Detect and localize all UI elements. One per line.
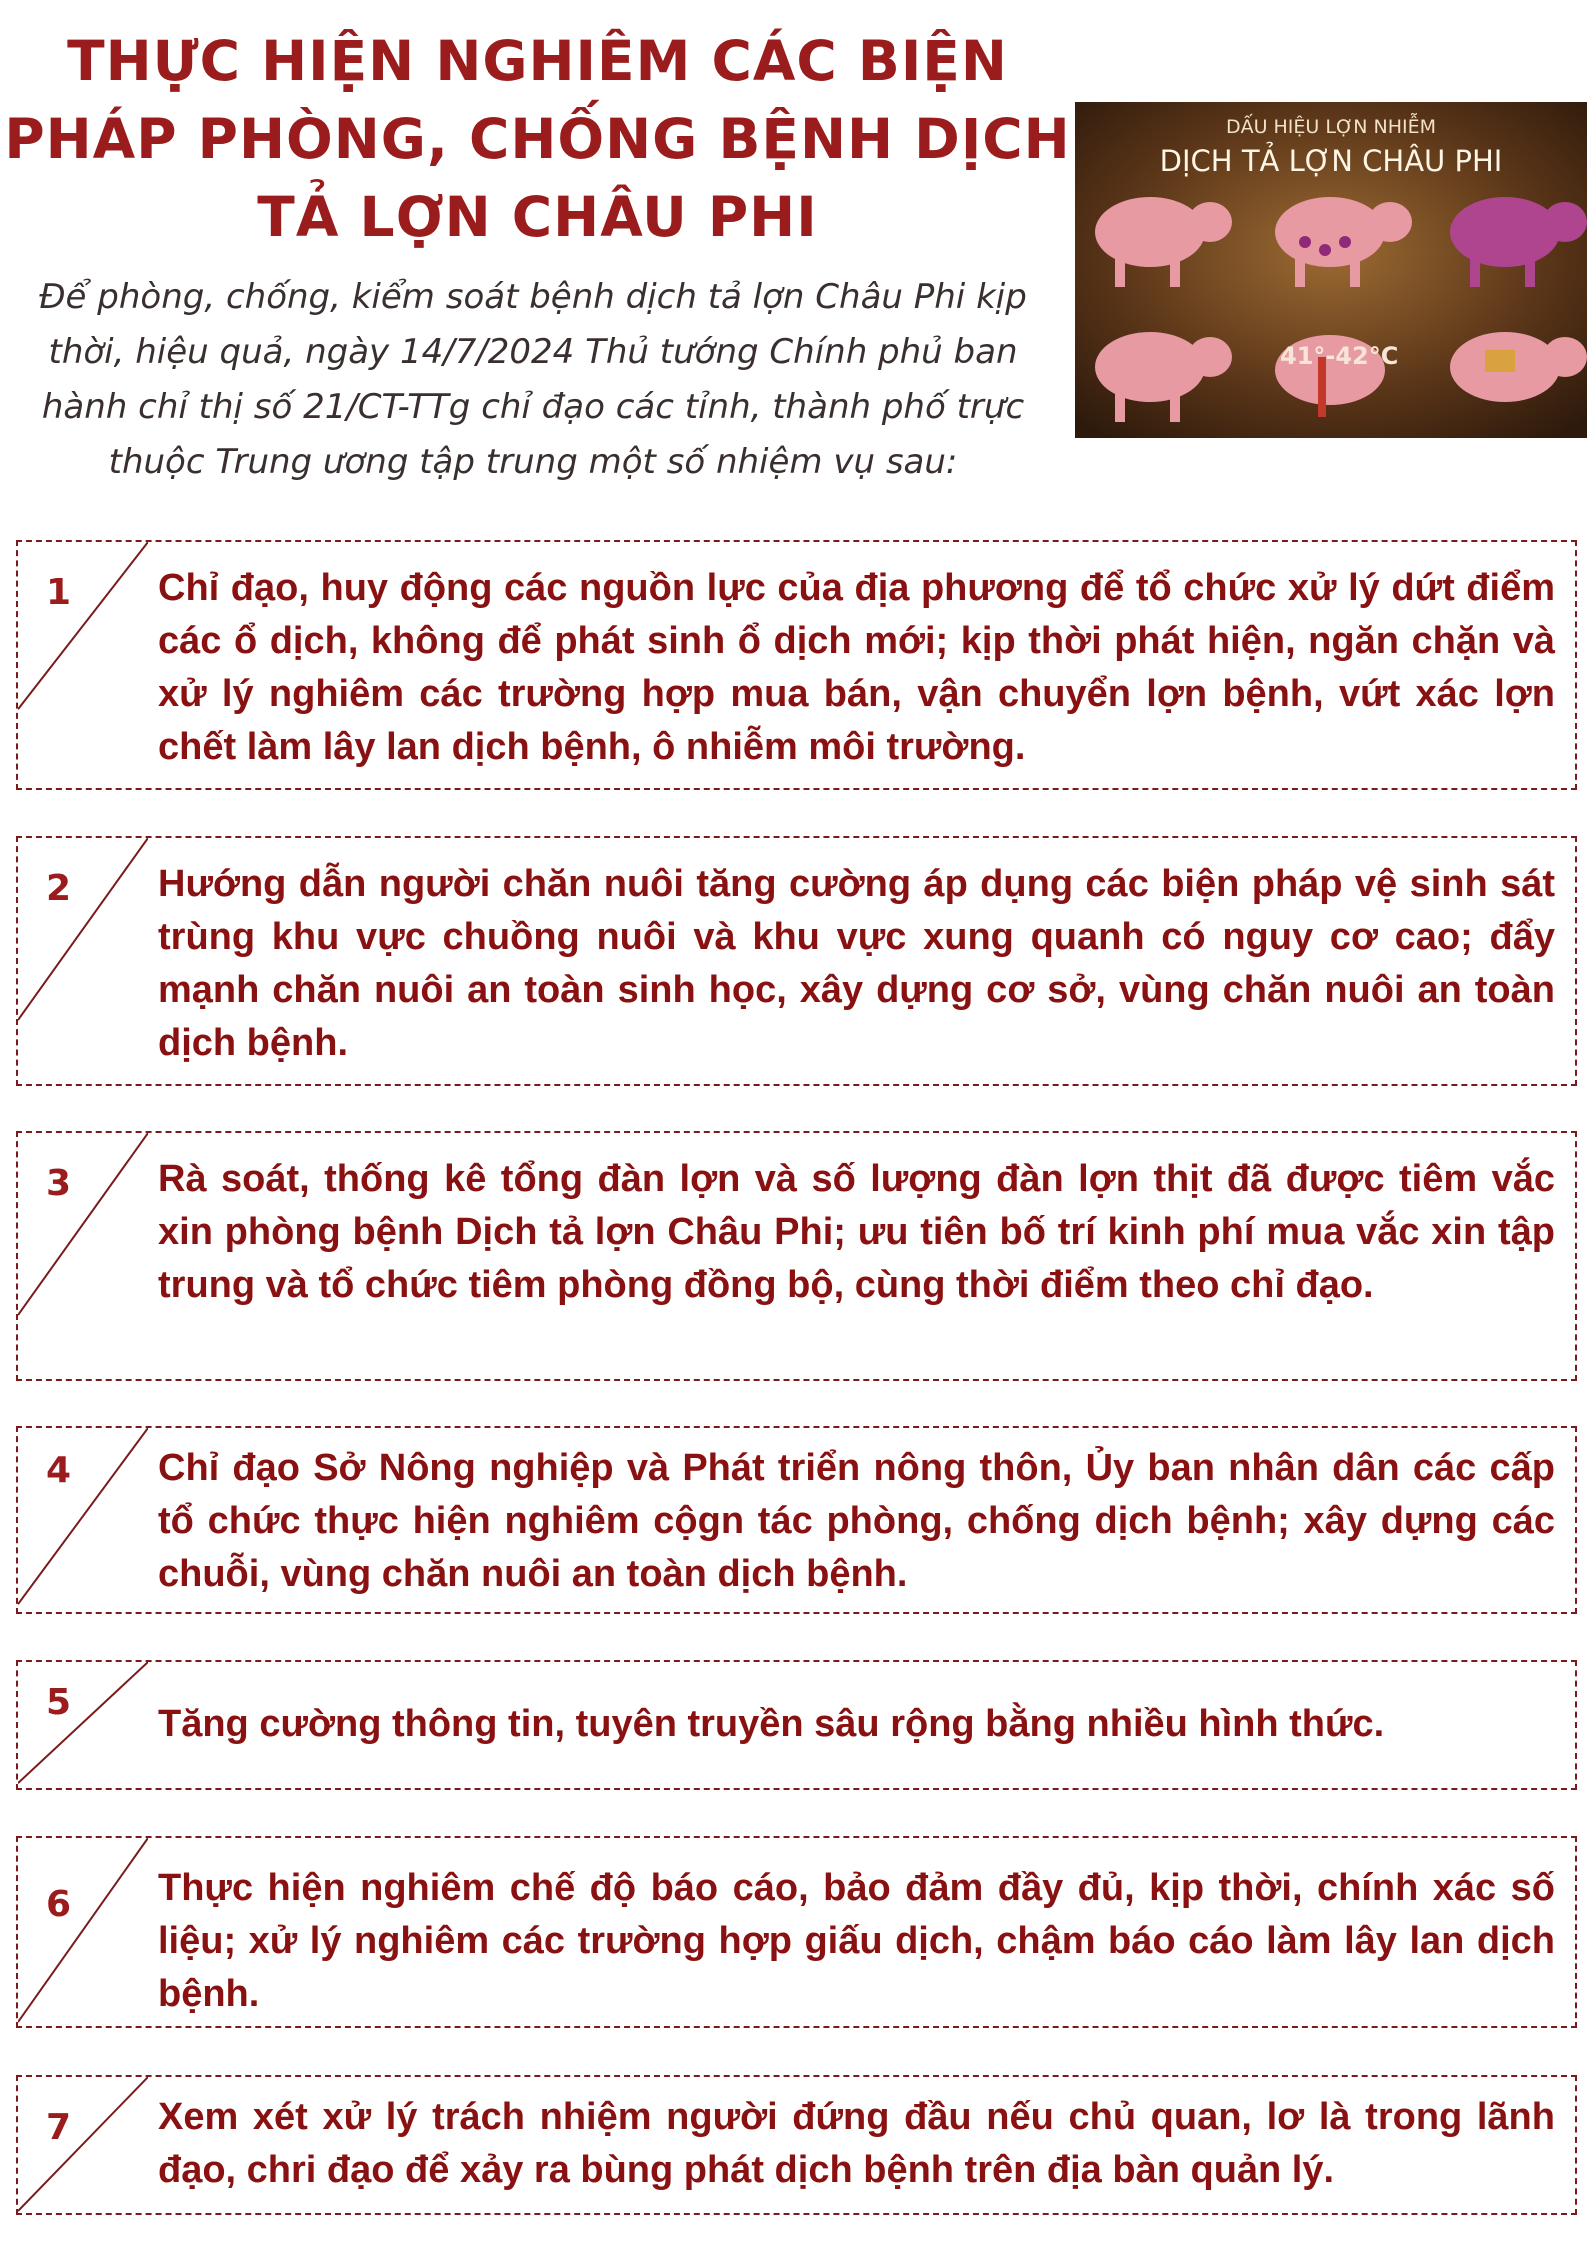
divider-slash [18, 1428, 148, 1612]
task-text: Chỉ đạo Sở Nông nghiệp và Phát triển nông thôn, Ủy ban nhân dân các cấp tổ chức thực hiện nghiêm cộgn tác phòng, chống dịch bệnh; xây dựng các chuỗi, vùng chăn nuôi an toàn dịch bệnh. [158, 1447, 1555, 1595]
task-number: 1 [46, 572, 72, 613]
task-text: Tăng cường thông tin, tuyên truyền sâu rộng bằng nhiều hình thức. [158, 1703, 1385, 1745]
image-caption-small: DẤU HIỆU LỢN NHIỄM [1225, 116, 1437, 138]
divider-slash [18, 1838, 148, 2026]
task-text: Chỉ đạo, huy động các nguồn lực của địa phương để tổ chức xử lý dứt điểm các ổ dịch, không để phát sinh ổ dịch mới; kịp thời phát hiện, ngăn chặn và xử lý nghiêm các trường hợp mua bán, vận chuyển lợn bệnh, vứt xác lợn chết làm lây lan dịch bệnh, ô nhiễm môi trường. [158, 567, 1555, 768]
divider-slash [18, 2077, 148, 2213]
task-text: Hướng dẫn người chăn nuôi tăng cường áp dụng các biện pháp vệ sinh sát trùng khu vực chuồng nuôi và khu vực xung quanh có nguy cơ cao; đẩy mạnh chăn nuôi an toàn sinh học, xây dựng cơ sở, vùng chăn nuôi an toàn dịch bệnh. [158, 863, 1555, 1064]
divider-slash [18, 838, 148, 1084]
task-text: Xem xét xử lý trách nhiệm người đứng đầu nếu chủ quan, lơ là trong lãnh đạo, chri đạo để xảy ra bùng phát dịch bệnh trên địa bàn quản lý. [158, 2096, 1555, 2191]
task-number: 6 [46, 1884, 72, 1925]
image-caption-big: DỊCH TẢ LỢN CHÂU PHI [1159, 144, 1503, 178]
intro-paragraph: Để phòng, chống, kiểm soát bệnh dịch tả lợn Châu Phi kịp thời, hiệu quả, ngày 14/7/2024 Thủ tướng Chính phủ ban hành chỉ thị số 21/CT-TTg chỉ đạo các tỉnh, thành phố trực thuộc Trung ương tập trung một số nhiệm vụ sau: [39, 277, 1027, 482]
task-text: Rà soát, thống kê tổng đàn lợn và số lượng đàn lợn thịt đã được tiêm vắc xin phòng bệnh Dịch tả lợn Châu Phi; ưu tiên bố trí kinh phí mua vắc xin tập trung và tổ chức tiêm phòng đồng bộ, cùng thời điểm theo chỉ đạo. [158, 1158, 1555, 1306]
task-number: 4 [46, 1450, 72, 1491]
task-box-6 [16, 1836, 1577, 2028]
divider-slash [18, 542, 148, 788]
task-number: 7 [46, 2107, 72, 2148]
task-number: 2 [46, 868, 72, 909]
pig-symptoms-image [1075, 102, 1587, 438]
page-title: THỰC HIỆN NGHIÊM CÁC BIỆN PHÁP PHÒNG, CHỐNG BỆNH DỊCH TẢ LỢN CHÂU PHI [4, 29, 1071, 249]
temperature-label: 41°-42°C [1280, 342, 1399, 370]
task-box-2 [16, 836, 1577, 1086]
task-number: 3 [46, 1163, 72, 1204]
task-box-4 [16, 1426, 1577, 1614]
task-box-1 [16, 540, 1577, 790]
task-number: 5 [46, 1682, 72, 1723]
task-text: Thực hiện nghiêm chế độ báo cáo, bảo đảm đầy đủ, kịp thời, chính xác số liệu; xử lý nghiêm các trường hợp giấu dịch, chậm báo cáo làm lây lan dịch bệnh. [158, 1867, 1555, 2015]
divider-slash [18, 1662, 148, 1788]
divider-slash [18, 1133, 148, 1379]
task-box-7 [16, 2075, 1577, 2215]
task-box-3 [16, 1131, 1577, 1381]
task-box-5 [16, 1660, 1577, 1790]
